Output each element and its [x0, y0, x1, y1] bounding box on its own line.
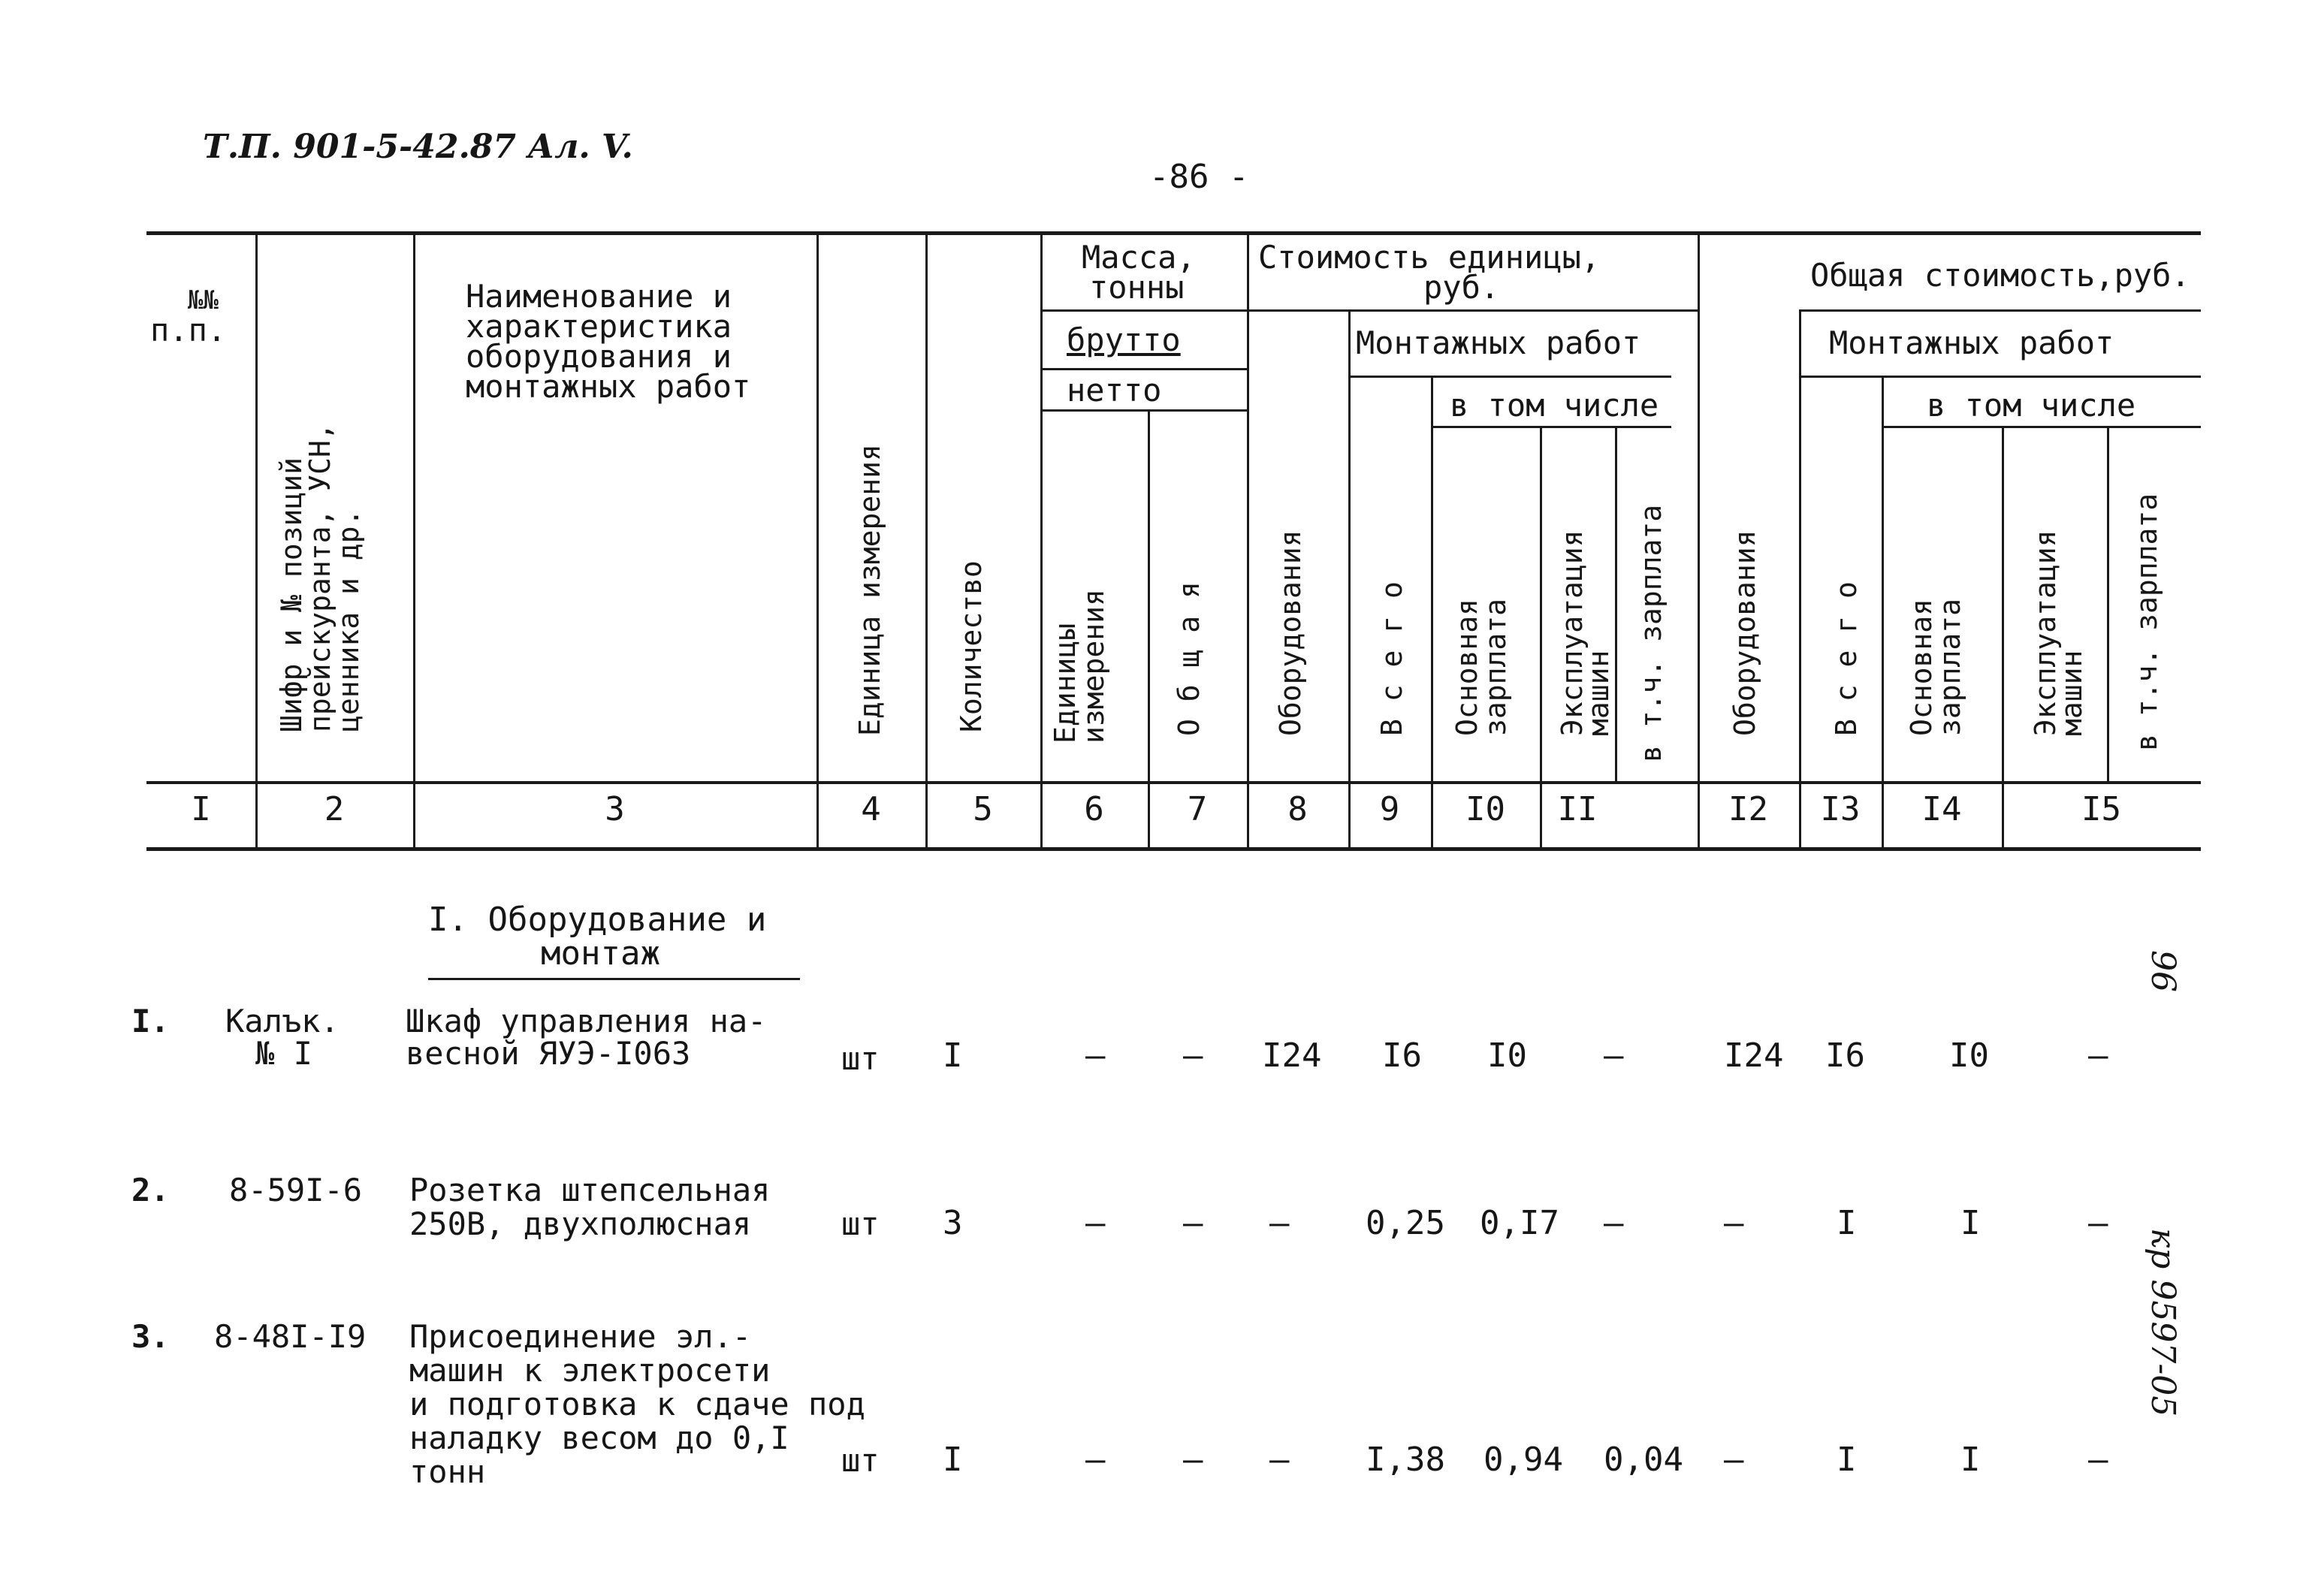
section-title-underline: [428, 978, 800, 980]
row-unit: шт: [841, 1040, 880, 1077]
row-c9: 0,25: [1366, 1204, 1445, 1242]
header-num-line1: №№: [188, 285, 219, 315]
colnum-8: 8: [1287, 790, 1308, 828]
section-title-line1: I. Оборудование и: [428, 901, 767, 939]
montage-rule-1: [1348, 376, 1671, 378]
header-machines-1a: Эксплуатация: [1556, 529, 1589, 736]
row-c13: I: [1837, 1441, 1857, 1479]
row-mass-total: –: [1183, 1204, 1203, 1242]
row-qty: 3: [943, 1204, 963, 1242]
header-code-line1: Шифр и № позиций: [275, 457, 308, 732]
incl-rule-1: [1431, 426, 1671, 428]
total-cost-group-rule: [1799, 309, 2201, 312]
row-code-line1: 8-59I-6: [229, 1172, 363, 1208]
row-c15: –: [2088, 1036, 2108, 1075]
colnum-9: 9: [1379, 790, 1400, 828]
col-sep: [2107, 426, 2109, 783]
header-equipment-1: Оборудования: [1274, 529, 1307, 736]
header-code-line2: прейскуранта, УСН,: [303, 423, 337, 732]
colnum-7: 7: [1187, 790, 1208, 828]
colnum-5: 5: [973, 790, 993, 828]
header-name-line1: Наименование и: [466, 278, 732, 315]
header-montage-2: Монтажных работ: [1829, 324, 2114, 361]
colnum-10: I0: [1465, 790, 1505, 828]
montage-rule-2: [1799, 376, 2201, 378]
incl-rule-2: [1882, 426, 2201, 428]
row-c8: –: [1269, 1441, 1290, 1479]
row-code-line1: 8-48I-I9: [214, 1318, 367, 1355]
header-machines-2b: машин: [2055, 650, 2088, 736]
row-c14: I0: [1949, 1036, 1989, 1075]
header-total-cost: Общая стоимость,руб.: [1810, 257, 2190, 294]
header-machines-2a: Эксплуатация: [2029, 529, 2062, 736]
brutto-rule: [1040, 368, 1247, 370]
section-title-line2: монтаж: [541, 934, 660, 973]
col-sep: [255, 233, 258, 849]
header-base-salary-1b: зарплата: [1479, 598, 1512, 736]
header-brutto: брутто: [1067, 321, 1181, 358]
row-name-line2: 250В, двухполюсная: [409, 1205, 752, 1242]
header-incl-salary-2: в т.ч. зарплата: [2130, 493, 2163, 751]
header-montage-1: Монтажных работ: [1356, 324, 1641, 361]
row-c12: –: [1724, 1441, 1744, 1479]
margin-stamp-bottom: кр 9597-05: [2144, 1228, 2182, 1417]
col-sep: [925, 233, 928, 849]
header-vsego-1: В с е г о: [1375, 581, 1408, 736]
colnum-bottom-rule: [146, 847, 2201, 851]
row-c13: I6: [1825, 1036, 1865, 1075]
header-incl-salary-1: в т.ч. зарплата: [1634, 504, 1668, 762]
header-code-line3: ценника и др.: [332, 508, 365, 732]
header-unit-cost-line2: руб.: [1423, 269, 1500, 306]
row-mass-unit: –: [1085, 1441, 1106, 1479]
col-sep: [413, 233, 415, 849]
row-code-line1: Калък.: [225, 1003, 340, 1039]
row-name-line2: машин к электросети: [409, 1352, 771, 1389]
row-c14: I: [1960, 1441, 1981, 1479]
colnum-14: I4: [1921, 790, 1962, 828]
colnum-6: 6: [1084, 790, 1104, 828]
row-c11: –: [1604, 1204, 1624, 1242]
row-c10: 0,94: [1484, 1441, 1563, 1479]
header-mass-line1: Масса,: [1082, 239, 1196, 276]
row-c13: I: [1837, 1204, 1857, 1242]
row-unit: шт: [841, 1442, 880, 1479]
row-mass-unit: –: [1085, 1204, 1106, 1242]
row-num: I.: [131, 1003, 170, 1039]
row-mass-unit: –: [1085, 1036, 1106, 1075]
row-c14: I: [1960, 1204, 1981, 1242]
margin-stamp-top: 96: [2144, 950, 2182, 992]
col-sep: [1348, 309, 1351, 849]
colnum-15: I5: [2081, 790, 2121, 828]
header-unit: Единица измерения: [853, 444, 886, 736]
colnum-3: 3: [605, 790, 625, 828]
col-sep: [2002, 426, 2004, 849]
col-sep: [1431, 376, 1433, 849]
row-c15: –: [2088, 1441, 2108, 1479]
row-num: 2.: [131, 1172, 170, 1208]
row-mass-total: –: [1183, 1036, 1203, 1075]
header-unit-cost-line1: Стоимость единицы,: [1258, 239, 1601, 276]
header-name-line2: характеристика: [466, 308, 732, 345]
row-name-line5: тонн: [409, 1453, 486, 1490]
row-c11: –: [1604, 1036, 1624, 1075]
row-code-line2: № I: [255, 1035, 312, 1072]
row-num: 3.: [131, 1318, 170, 1355]
row-c9: I6: [1382, 1036, 1422, 1075]
row-c12: I24: [1724, 1036, 1784, 1075]
row-name-line2: весной ЯУЭ-I063: [406, 1035, 691, 1072]
row-qty: I: [943, 1036, 963, 1075]
row-c12: –: [1724, 1204, 1744, 1242]
header-col6-line1: Единицы: [1049, 623, 1082, 744]
header-vsego-2: В с е г о: [1830, 581, 1863, 736]
header-name-line3: оборудования и: [466, 338, 732, 375]
row-c15: –: [2088, 1204, 2108, 1242]
header-machines-1b: машин: [1582, 650, 1615, 736]
colnum-13: I3: [1820, 790, 1861, 828]
colnum-2: 2: [324, 790, 345, 828]
col-sep: [1882, 376, 1884, 849]
mass-group-rule: [1040, 309, 1247, 312]
col-sep: [1040, 233, 1043, 849]
header-incl-1: в том числе: [1450, 387, 1659, 424]
row-qty: I: [943, 1441, 963, 1479]
unit-cost-group-rule: [1247, 309, 1698, 312]
table-top-rule: [146, 231, 2201, 235]
row-name-line1: Розетка штепсельная: [409, 1172, 771, 1208]
row-name-line1: Присоединение эл.-: [409, 1318, 752, 1355]
col-sep: [1540, 426, 1542, 849]
col-sep: [1247, 233, 1249, 849]
document-reference: Т.П. 901-5-42.87 Ал. V.: [203, 128, 633, 166]
row-mass-total: –: [1183, 1441, 1203, 1479]
col-sep: [1615, 426, 1617, 783]
row-name-line4: наладку весом до 0,I: [409, 1420, 789, 1456]
col-sep: [1148, 409, 1150, 849]
col-sep: [1698, 233, 1700, 849]
col-sep: [816, 233, 819, 849]
colnum-1: I: [191, 790, 211, 828]
colnum-11: II: [1557, 790, 1598, 828]
header-num-line2: п.п.: [150, 312, 227, 348]
header-name-line4: монтажных работ: [466, 368, 751, 405]
row-c10: I0: [1487, 1036, 1527, 1075]
row-c11: 0,04: [1604, 1441, 1683, 1479]
colnum-4: 4: [861, 790, 881, 828]
header-equipment-2: Оборудования: [1728, 529, 1761, 736]
header-base-salary-2b: зарплата: [1933, 598, 1966, 736]
header-qty: Количество: [955, 560, 988, 732]
row-name-line1: Шкаф управления на-: [406, 1003, 767, 1039]
header-base-salary-2a: Основная: [1905, 598, 1938, 736]
row-c10: 0,I7: [1480, 1204, 1559, 1242]
row-unit: шт: [841, 1205, 880, 1242]
colnum-12: I2: [1728, 790, 1768, 828]
header-netto: нетто: [1067, 372, 1162, 409]
header-incl-2: в том числе: [1927, 387, 2136, 424]
header-mass-line2: тонны: [1089, 269, 1185, 306]
header-base-salary-1a: Основная: [1450, 598, 1484, 736]
col-sep: [1799, 309, 1801, 849]
header-col6-line2: измерения: [1077, 589, 1110, 744]
netto-rule: [1040, 409, 1247, 412]
row-c8: –: [1269, 1204, 1290, 1242]
page-number: -86 -: [1149, 158, 1249, 196]
row-c9: I,38: [1366, 1441, 1445, 1479]
row-name-line3: и подготовка к сдаче под: [409, 1386, 865, 1423]
row-c8: I24: [1262, 1036, 1322, 1075]
header-col7: О б щ а я: [1173, 581, 1206, 736]
header-bottom-rule: [146, 781, 2201, 784]
